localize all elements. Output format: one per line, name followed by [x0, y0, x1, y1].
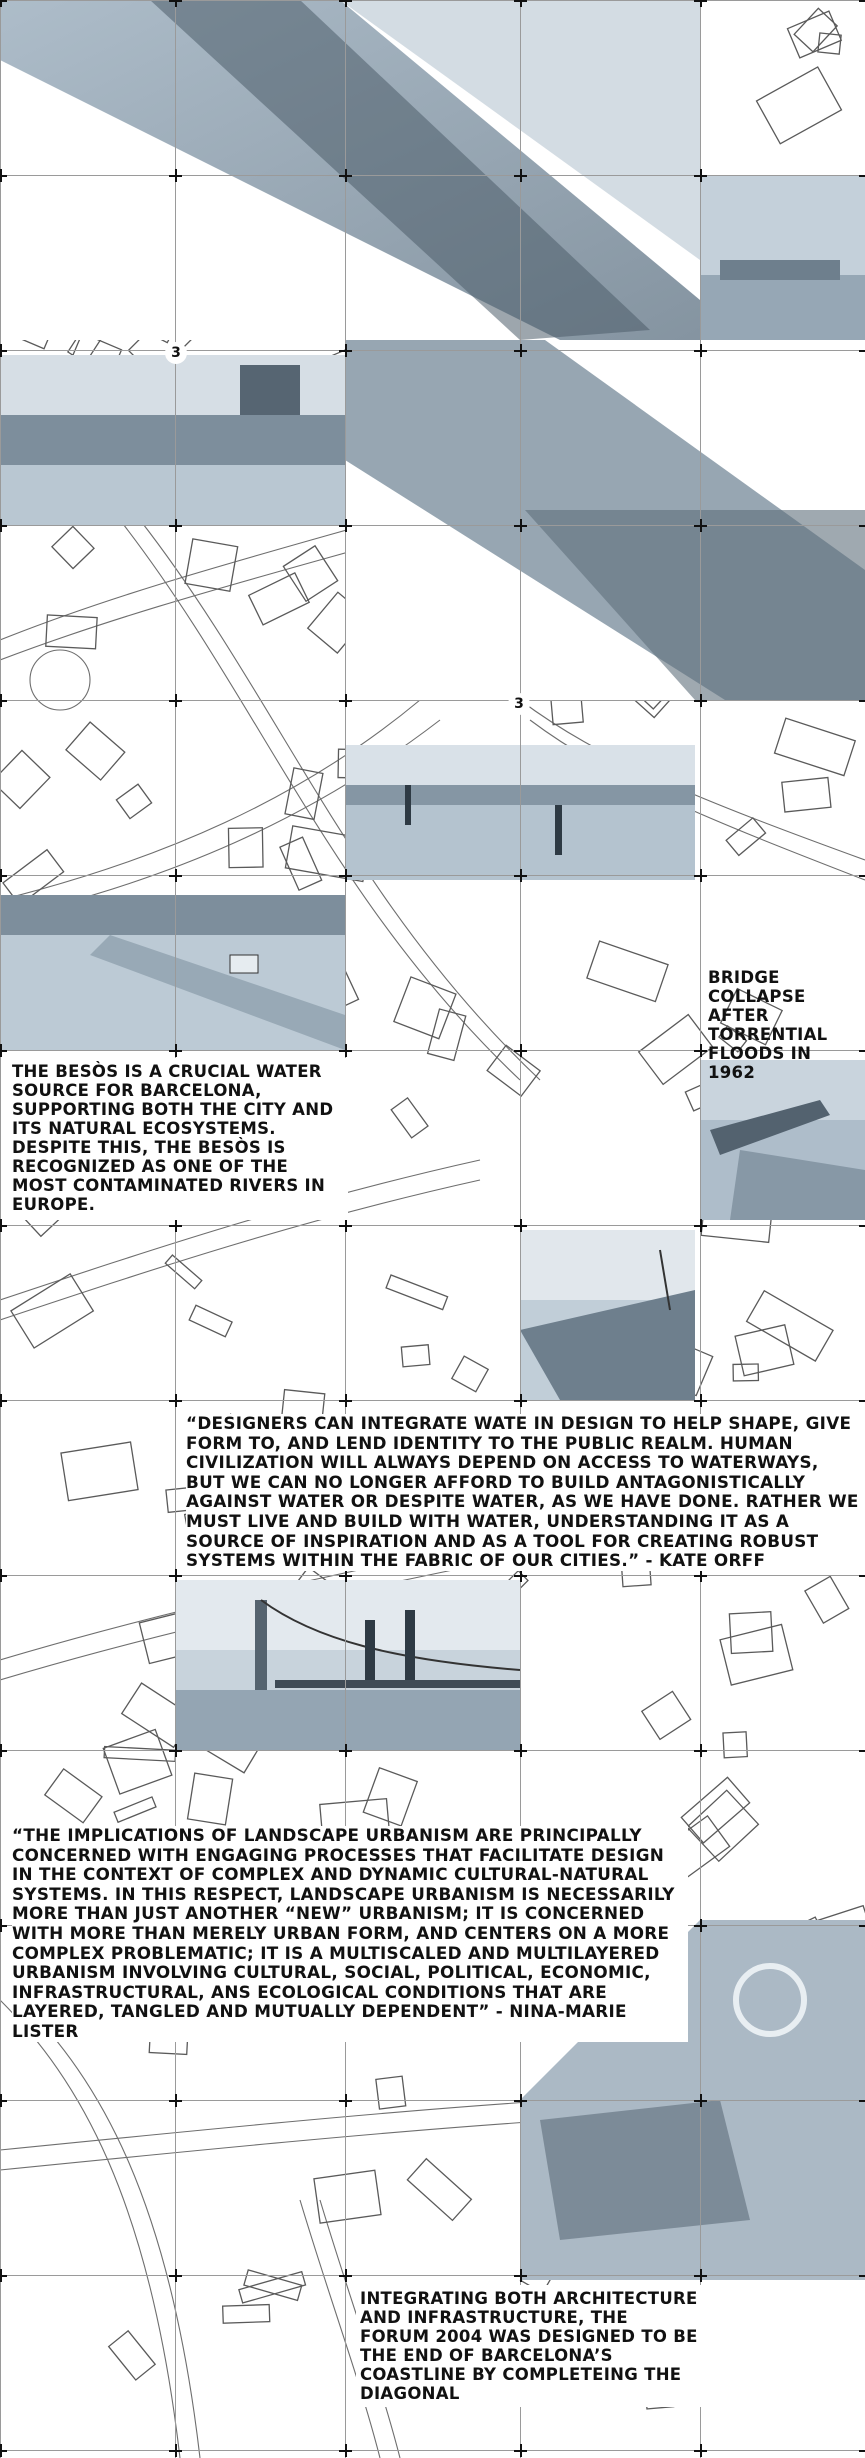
grid-crosshair-tick	[175, 2094, 177, 2107]
grid-crosshair-tick	[700, 2444, 702, 2457]
grid-horizontal-line	[0, 2100, 865, 2101]
grid-crosshair-tick	[700, 169, 702, 182]
grid-crosshair-tick	[520, 1744, 522, 1757]
grid-crosshair-tick	[0, 1919, 2, 1932]
grid-crosshair-tick	[700, 869, 702, 882]
grid-crosshair-tick	[345, 1744, 347, 1757]
grid-crosshair-tick	[520, 344, 522, 357]
grid-crosshair-tick	[520, 0, 522, 7]
caption-besos-contamination: THE BESÒS IS A CRUCIAL WATER SOURCE FOR BARCELONA, SUPPORTING BOTH THE CITY AND ITS NATURAL ECOSYSTEMS. DESPITE THIS, THE BESÒS IS RECOGNIZED AS ONE OF THE MOST CONTAMINATED RIVERS IN EUROPE.	[8, 1058, 348, 1220]
grid-crosshair-tick	[0, 2444, 2, 2457]
grid-horizontal-line	[0, 2450, 865, 2451]
grid-horizontal-line	[0, 350, 865, 351]
grid-crosshair-tick	[0, 1394, 2, 1407]
grid-crosshair-tick	[700, 1919, 702, 1932]
grid-crosshair-tick	[345, 1044, 347, 1057]
grid-horizontal-line	[0, 175, 865, 176]
grid-crosshair-tick	[700, 2094, 702, 2107]
grid-crosshair-tick	[0, 869, 2, 882]
grid-horizontal-line	[0, 1575, 865, 1576]
grid-crosshair-tick	[175, 1394, 177, 1407]
grid-crosshair-tick	[175, 1744, 177, 1757]
grid-crosshair-tick	[0, 519, 2, 532]
grid-horizontal-line	[0, 2275, 865, 2276]
grid-crosshair-tick	[0, 169, 2, 182]
grid-crosshair-tick	[0, 1744, 2, 1757]
grid-crosshair-tick	[520, 169, 522, 182]
grid-crosshair-tick	[700, 344, 702, 357]
grid-crosshair-tick	[0, 694, 2, 707]
grid-crosshair-tick	[345, 2094, 347, 2107]
grid-crosshair-tick	[175, 694, 177, 707]
grid-crosshair-tick	[0, 2269, 2, 2282]
grid-crosshair-tick	[175, 2444, 177, 2457]
grid-crosshair-tick	[345, 2269, 347, 2282]
grid-crosshair-tick	[700, 2269, 702, 2282]
grid-horizontal-line	[0, 0, 865, 1]
grid-crosshair-tick	[0, 0, 2, 7]
grid-crosshair-tick	[175, 2269, 177, 2282]
grid-crosshair-tick	[345, 0, 347, 7]
grid-crosshair-tick	[175, 1219, 177, 1232]
grid-crosshair-tick	[520, 869, 522, 882]
grid-crosshair-tick	[700, 1569, 702, 1582]
grid-crosshair-tick	[175, 0, 177, 7]
grid-crosshair-tick	[345, 344, 347, 357]
grid-crosshair-tick	[700, 0, 702, 7]
grid-crosshair-tick	[345, 2444, 347, 2457]
grid-crosshair-tick	[520, 1394, 522, 1407]
grid-crosshair-tick	[175, 1044, 177, 1057]
grid-crosshair-tick	[520, 2269, 522, 2282]
grid-crosshair-tick	[175, 169, 177, 182]
grid-crosshair-tick	[345, 1394, 347, 1407]
grid-crosshair-tick	[175, 869, 177, 882]
grid-horizontal-line	[0, 1225, 865, 1226]
grid-crosshair-tick	[520, 1569, 522, 1582]
caption-bridge-collapse-1962: BRIDGE COLLAPSE AFTER TORRENTIAL FLOODS IN 1962	[708, 968, 828, 1082]
grid-crosshair-tick	[700, 1044, 702, 1057]
quote-kate-orff: “DESIGNERS CAN INTEGRATE WATE IN DESIGN TO HELP SHAPE, GIVE FORM TO, AND LEND IDENTITY TO THE PUBLIC REALM. HUMAN CIVILIZATION WILL ALWAYS DEPEND ON ACCESS TO WATERWAYS, BUT WE CAN NO LONGER AFFORD TO BUILD ANTAGONISTICALLY AGAINST WATER OR DESPITE WATER, AS WE HAVE DONE. RATHER WE MUST LIVE AND BUILD WITH WATER, UNDERSTANDING IT AS A SOURCE OF INSPIRATION AND AS A TOOL FOR CREATING ROBUST SYSTEMS WITHIN THE FABRIC OF OUR CITIES.” - KATE ORFF	[186, 1414, 862, 1571]
grid-crosshair-tick	[0, 2094, 2, 2107]
grid-crosshair-tick	[0, 1044, 2, 1057]
grid-crosshair-tick	[700, 1744, 702, 1757]
grid-crosshair-tick	[175, 519, 177, 532]
grid-crosshair-tick	[345, 1219, 347, 1232]
grid-crosshair-tick	[700, 1394, 702, 1407]
grid-horizontal-line	[0, 1750, 865, 1751]
grid-crosshair-tick	[520, 2094, 522, 2107]
grid-crosshair-tick	[520, 519, 522, 532]
grid-horizontal-line	[0, 875, 865, 876]
grid-crosshair-tick	[520, 1219, 522, 1232]
grid-horizontal-line	[0, 700, 865, 701]
grid-crosshair-tick	[700, 519, 702, 532]
grid-crosshair-tick	[700, 1219, 702, 1232]
grid-crosshair-tick	[345, 519, 347, 532]
grid-crosshair-tick	[175, 1569, 177, 1582]
grid-crosshair-tick	[0, 1569, 2, 1582]
grid-crosshair-tick	[345, 169, 347, 182]
grid-crosshair-tick	[345, 1569, 347, 1582]
grid-crosshair-tick	[345, 869, 347, 882]
caption-forum-2004: INTEGRATING BOTH ARCHITECTURE AND INFRASTRUCTURE, THE FORUM 2004 WAS DESIGNED TO BE THE END OF BARCELONA’S COASTLINE BY COMPLETEING THE DIAGONAL	[356, 2285, 704, 2407]
grid-crosshair-tick	[345, 694, 347, 707]
grid-horizontal-line	[0, 525, 865, 526]
grid-crosshair-tick	[0, 1219, 2, 1232]
grid-crosshair-tick	[0, 344, 2, 357]
grid-crosshair-tick	[520, 1044, 522, 1057]
grid-horizontal-line	[0, 1400, 865, 1401]
grid-crosshair-tick	[520, 2444, 522, 2457]
quote-nina-marie-lister: “THE IMPLICATIONS OF LANDSCAPE URBANISM ARE PRINCIPALLY CONCERNED WITH ENGAGING PROCESSES THAT FACILITATE DESIGN IN THE CONTEXT OF COMPLEX AND DYNAMIC CULTURAL-NATURAL SYSTEMS. IN THIS RESPECT, LANDSCAPE URBANISM IS NECESSARILY MORE THAN JUST ANOTHER “NEW” URBANISM; IT IS CONCERNED WITH MORE THAN MERELY URBAN FORM, AND CENTERS ON A MORE COMPLEX PROBLEMATIC; IT IS A MULTISCALED AND MULTILAYERED URBANISM INVOLVING CULTURAL, SOCIAL, POLITICAL, ECONOMIC, INFRASTRUCTURAL, ANS ECOLOGICAL CONDITIONS THAT ARE LAYERED, TANGLED AND MUTUALLY DEPENDENT” - NINA-MARIE LISTER	[12, 1826, 688, 2042]
route-marker-3-middle: 3	[508, 693, 530, 715]
grid-crosshair-tick	[700, 694, 702, 707]
route-marker-3-top: 3	[165, 342, 187, 364]
